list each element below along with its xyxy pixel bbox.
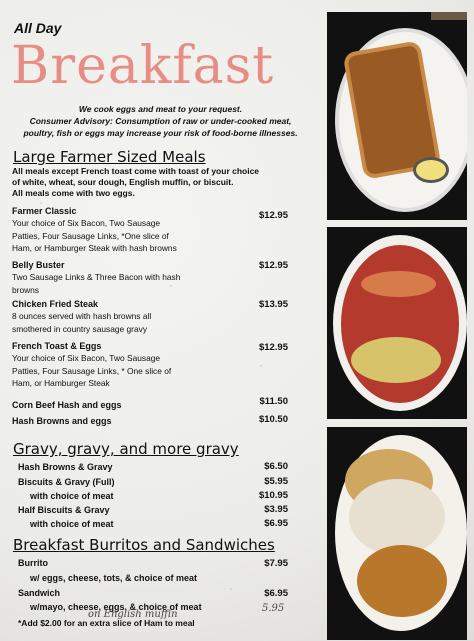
skillet-photo: [327, 227, 467, 419]
menu-item-corn-beef-hash: Corn Beef Hash and eggs: [12, 400, 122, 410]
food-photos-column: [327, 12, 467, 640]
menu-item-half-with-meat: with choice of meat: [30, 519, 114, 529]
price-half-biscuits-gravy: $3.95: [264, 504, 288, 515]
section-title-burritos: Breakfast Burritos and Sandwiches: [13, 536, 275, 554]
menu-item-hash-browns-gravy: Hash Browns & Gravy: [18, 462, 113, 472]
price-farmer-classic: $12.95: [258, 210, 288, 221]
menu-title: Breakfast: [11, 36, 275, 96]
price-chicken-fried-steak: $13.95: [258, 299, 288, 310]
menu-item-burrito: Burrito: [18, 558, 48, 568]
handwritten-price: 5.95: [262, 603, 285, 614]
price-full-with-meat: $10.95: [258, 490, 288, 501]
price-corn-beef-hash: $11.50: [259, 396, 288, 407]
menu-item-farmer-classic: Farmer Classic Your choice of Six Bacon, Two Sausage Patties, Four Sausage Links, *One slice of Ham, or Hamburger Steak with hash browns: [12, 206, 177, 254]
section-title-farmer: Large Farmer Sized Meals: [13, 148, 206, 166]
menu-heading-all-day: All Day: [14, 20, 62, 36]
gravy-plate-photo: [327, 427, 467, 640]
menu-item-full-with-meat: with choice of meat: [30, 491, 114, 501]
menu-item-belly-buster: Belly Buster Two Sausage Links & Three Bacon with hash browns: [12, 260, 181, 295]
price-hash-browns-gravy: $6.50: [264, 461, 288, 472]
burrito-description: w/ eggs, cheese, tots, & choice of meat: [30, 573, 198, 583]
menu-item-chicken-fried-steak: Chicken Fried Steak 8 ounces served with hash browns all smothered in country sausage gravy: [12, 299, 152, 334]
price-hash-browns-eggs: $10.50: [258, 414, 288, 425]
price-half-with-meat: $6.95: [264, 518, 288, 529]
menu-item-half-biscuits-gravy: Half Biscuits & Gravy: [18, 505, 110, 515]
price-sandwich: $6.95: [264, 588, 288, 599]
section-intro-farmer: All meals except French toast come with toast of your choice of white, wheat, sour dough, English muffin, or biscuit. All meals come with two eggs.: [12, 166, 260, 198]
menu-item-hash-browns-eggs: Hash Browns and eggs: [12, 416, 112, 426]
menu-item-french-toast: French Toast & Eggs Your choice of Six Bacon, Two Sausage Patties, Four Sausage Links, * One slice of Ham, or Hamburger Steak: [12, 341, 172, 389]
sandwich-description: w/mayo, cheese, eggs, & choice of meat: [30, 602, 202, 612]
handwritten-note-english-muffin: on English muffin: [88, 609, 178, 620]
extra-ham-note: *Add $2.00 for an extra slice of Ham to meal: [18, 618, 195, 628]
consumer-advisory: We cook eggs and meat to your request. Consumer Advisory: Consumption of raw or under-cooked meat, poultry, fish or eggs may increase your risk of food-borne illnesses.: [23, 104, 298, 138]
price-biscuits-gravy-full: $5.95: [264, 476, 288, 487]
price-belly-buster: $12.95: [258, 260, 288, 271]
price-burrito: $7.95: [264, 558, 288, 569]
price-french-toast: $12.95: [258, 342, 288, 353]
french-toast-photo: [327, 12, 467, 220]
section-title-gravy: Gravy, gravy, and more gravy: [13, 440, 239, 458]
menu-item-sandwich: Sandwich: [18, 588, 61, 598]
menu-item-biscuits-gravy-full: Biscuits & Gravy (Full): [18, 477, 115, 487]
